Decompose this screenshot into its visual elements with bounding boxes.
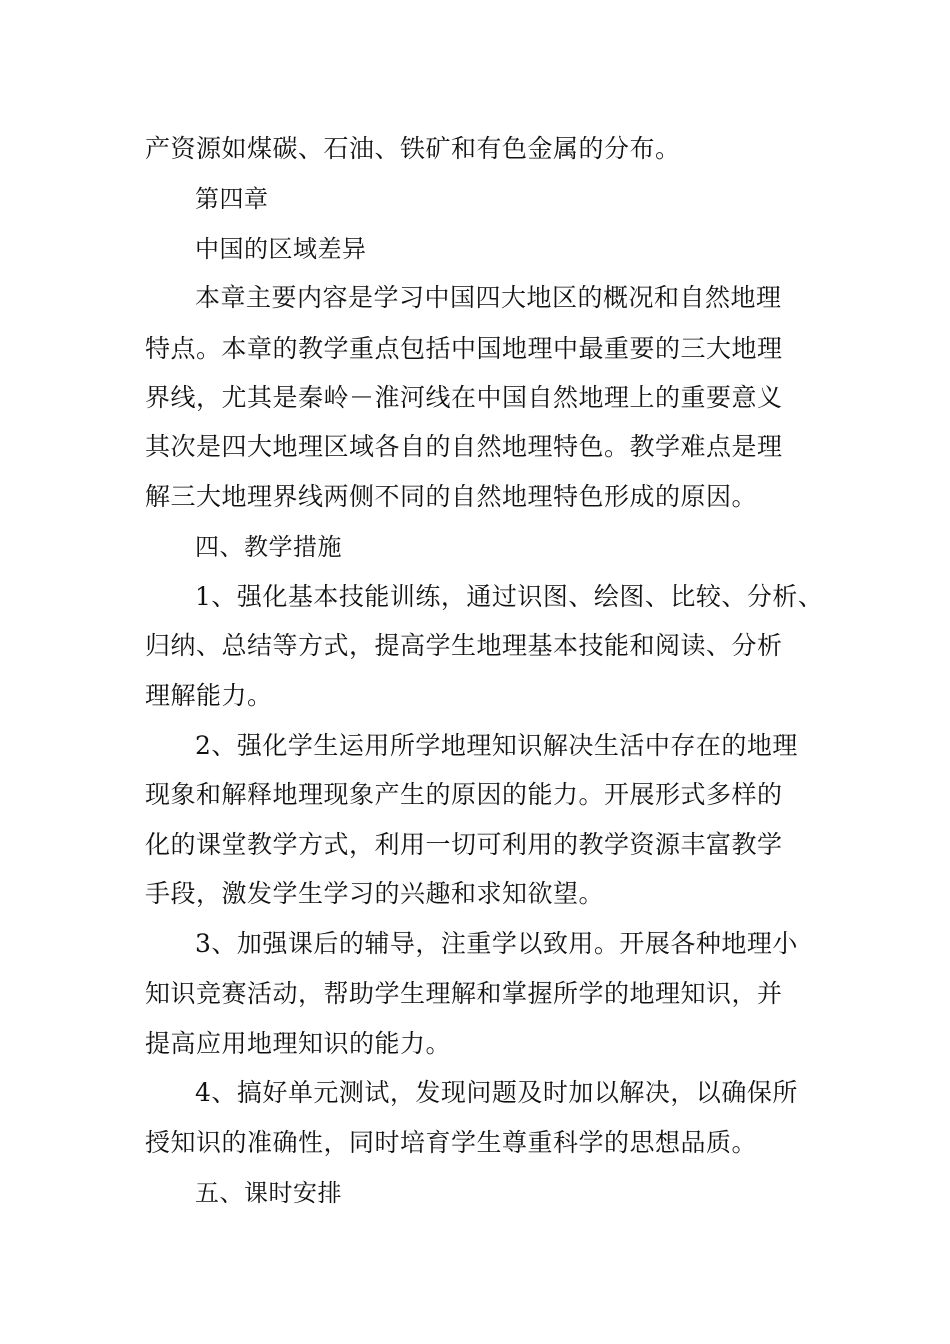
paragraph-line: 手段，激发学生学习的兴趣和求知欲望。 [145, 879, 605, 908]
chapter-heading: 第四章 [195, 185, 269, 213]
paragraph-line: 特点。本章的教学重点包括中国地理中最重要的三大地理 [145, 334, 783, 363]
paragraph-line: 4、搞好单元测试，发现问题及时加以解决，以确保所 [195, 1078, 798, 1107]
text-line: 产资源如煤碳、石油、铁矿和有色金属的分布。 [145, 134, 681, 163]
chapter-title: 中国的区域差异 [195, 235, 367, 263]
paragraph-line: 解三大地理界线两侧不同的自然地理特色形成的原因。 [145, 482, 758, 511]
paragraph-line: 知识竞赛活动，帮助学生理解和掌握所学的地理知识，并 [145, 979, 783, 1008]
section-heading: 四、教学措施 [195, 533, 342, 561]
paragraph-line: 归纳、总结等方式，提高学生地理基本技能和阅读、分析 [145, 631, 783, 660]
paragraph-line: 授知识的准确性，同时培育学生尊重科学的思想品质。 [145, 1128, 758, 1157]
section-heading: 五、课时安排 [195, 1179, 342, 1207]
paragraph-line: 本章主要内容是学习中国四大地区的概况和自然地理 [195, 283, 782, 312]
paragraph-line: 其次是四大地理区域各自的自然地理特色。教学难点是理 [145, 432, 783, 461]
paragraph-line: 1、强化基本技能训练，通过识图、绘图、比较、分析、 [195, 582, 824, 611]
paragraph-line: 理解能力。 [145, 681, 273, 710]
paragraph-line: 化的课堂教学方式，利用一切可利用的教学资源丰富教学 [145, 830, 783, 859]
paragraph-line: 2、强化学生运用所学地理知识解决生活中存在的地理 [195, 731, 798, 760]
paragraph-line: 现象和解释地理现象产生的原因的能力。开展形式多样的 [145, 780, 783, 809]
paragraph-line: 3、加强课后的辅导，注重学以致用。开展各种地理小 [195, 929, 798, 958]
paragraph-line: 提高应用地理知识的能力。 [145, 1029, 452, 1058]
paragraph-line: 界线，尤其是秦岭－淮河线在中国自然地理上的重要意义 [145, 383, 783, 412]
